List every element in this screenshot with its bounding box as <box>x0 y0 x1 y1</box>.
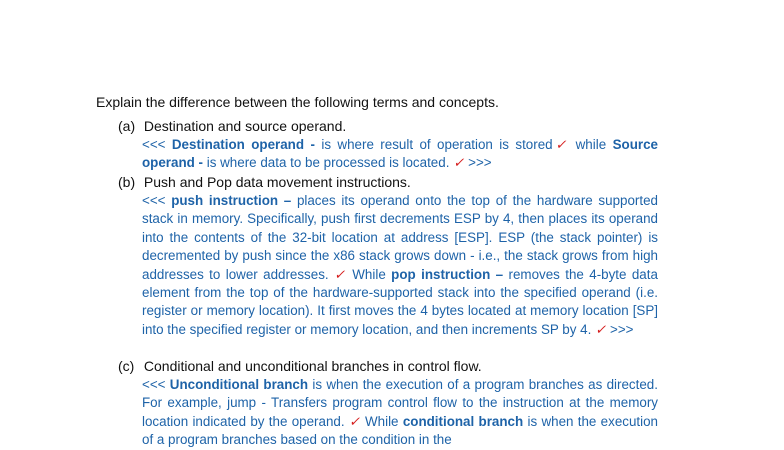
question-label: (a) <box>118 118 136 134</box>
question-c <box>118 358 482 374</box>
answer-b <box>142 192 658 339</box>
answer-a <box>142 136 658 173</box>
answer-c <box>142 376 658 450</box>
question-text: Push and Pop data movement instructions. <box>143 174 411 190</box>
answer-definition: removes the 4-byte data element from the top of the hardware-supported stack into the specified operand (i.e. register or memory location). It first moves the 4 bytes located at memory location [SP] into the specified register or memory location, and then increments SP by 4. <box>142 266 658 337</box>
check-mark-icon: ✓ <box>595 321 607 337</box>
answer-open-marker: <<< <box>142 137 166 152</box>
answer-term: Source operand - <box>142 137 658 171</box>
answer-open-marker: <<< <box>142 377 166 392</box>
answer-term: pop instruction – <box>391 266 504 282</box>
answer-connector: While <box>352 266 386 282</box>
answer-connector: While <box>365 413 399 429</box>
answer-definition: places its operand onto the top of the hardware supported stack in memory. Specifically, push first decrements ESP by 4, then places its operand into the contents of the 32-bit location at address [ESP]. ESP (the stack pointer) is decremented by push since the x86 stack grows down - i.e., the stack grows from high addresses to lower addresses. <box>142 193 658 282</box>
answer-definition: is where result of operation is stored <box>321 137 553 152</box>
answer-definition: is when the execution of a program branches based on the condition in the <box>142 413 658 448</box>
answer-open-marker: <<< <box>142 193 166 208</box>
answer-definition: is when the execution of a program branches as directed. For example, jump - Transfers program control flow to the instruction at the memory location indicated by the operand. <box>142 377 658 429</box>
check-mark-icon: ✓ <box>453 155 465 171</box>
answer-close-marker: >>> <box>610 321 634 337</box>
instruction-text: Explain the difference between the following terms and concepts. <box>96 94 499 110</box>
answer-term: push instruction – <box>171 193 292 208</box>
answer-term: Destination operand - <box>171 137 315 152</box>
question-label: (b) <box>118 174 136 190</box>
question-label: (c) <box>118 358 135 374</box>
check-mark-icon: ✓ <box>334 266 347 282</box>
question-text: Conditional and unconditional branches in control flow. <box>143 358 482 374</box>
check-mark-icon: ✓ <box>348 413 361 429</box>
answer-definition: is where data to be processed is located. <box>206 155 450 171</box>
answer-connector: while <box>575 137 607 152</box>
question-text: Destination and source operand. <box>143 118 347 134</box>
answer-term: conditional branch <box>402 413 524 429</box>
answer-close-marker: >>> <box>468 155 492 171</box>
question-a <box>118 118 346 134</box>
answer-term: Unconditional branch <box>169 377 309 392</box>
question-b <box>118 174 411 190</box>
check-mark-icon: ✓ <box>552 137 570 152</box>
